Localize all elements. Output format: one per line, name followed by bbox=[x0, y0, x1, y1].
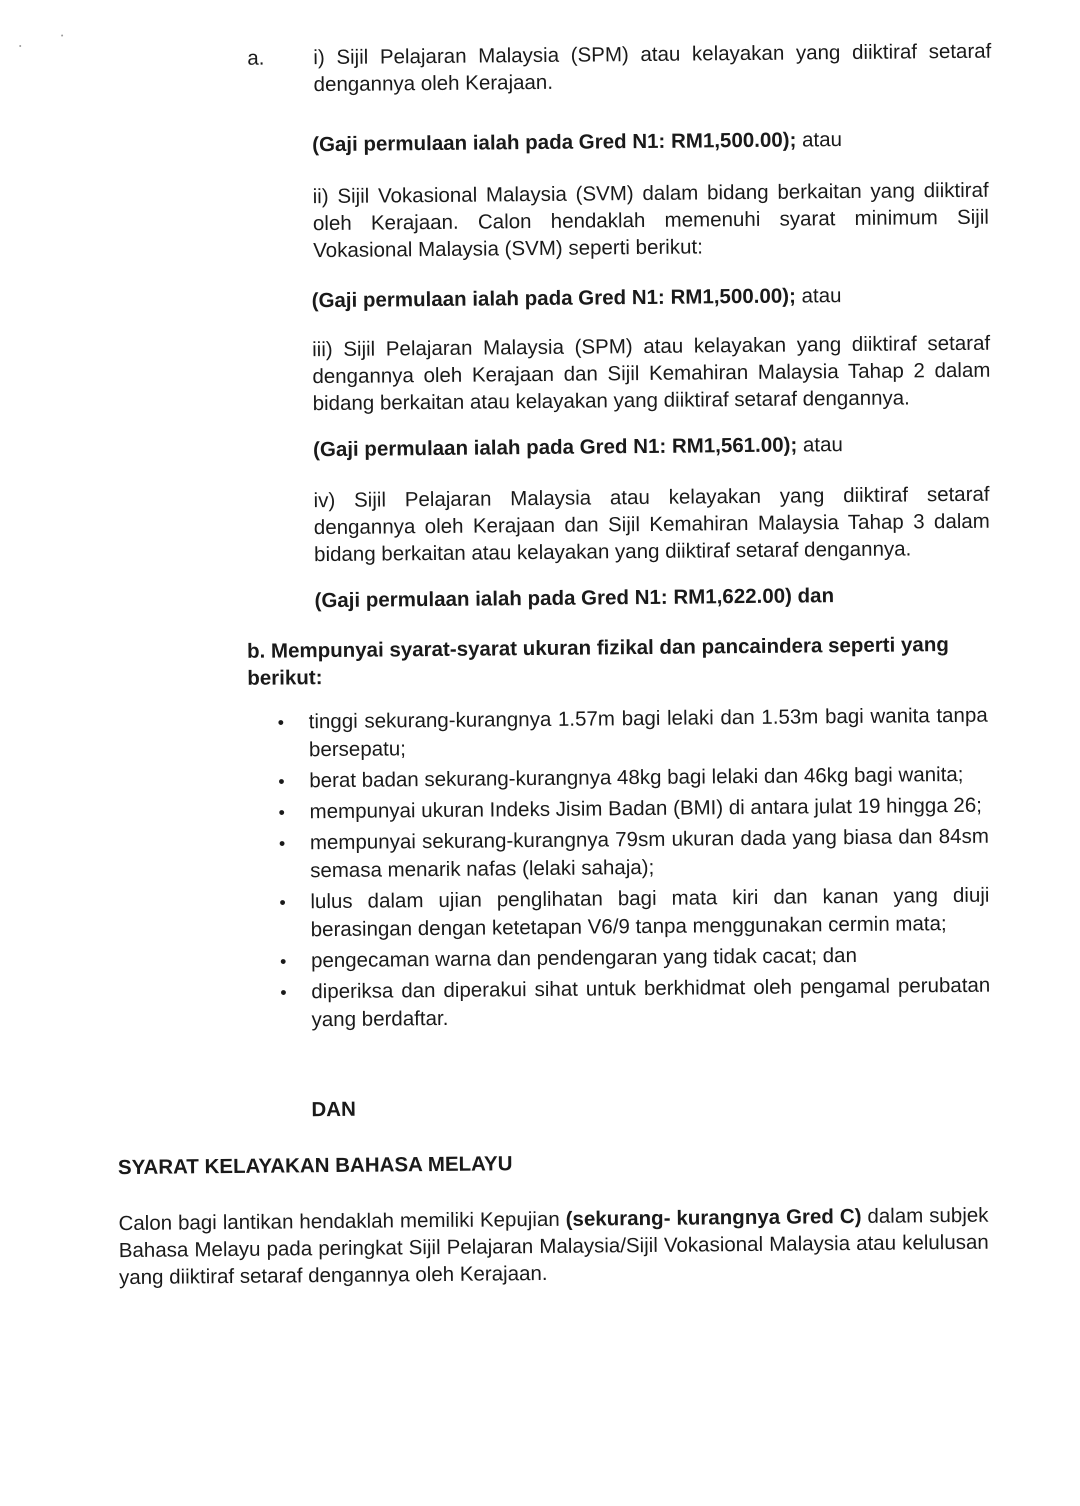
language-text-before: Calon bagi lantikan hendaklah memiliki Kepujian bbox=[118, 1207, 566, 1236]
language-text-after: dalam subjek Bahasa Melayu pada peringkat Sijil Pelajaran Malaysia/Sijil Vokasional Malaysia atau kelulusan yang diiktiraf setaraf dengannya oleh Kerajaan. bbox=[118, 1203, 989, 1290]
salary-iii bbox=[313, 430, 993, 464]
salary-ii bbox=[312, 281, 992, 315]
scan-speck bbox=[19, 45, 21, 47]
list-item bbox=[278, 941, 990, 976]
salary-ii-bold: (Gaji permulaan ialah pada Gred N1: RM1,500.00); bbox=[311, 284, 796, 313]
language-requirement-paragraph bbox=[118, 1202, 989, 1291]
bullet-icon: • bbox=[279, 892, 286, 913]
list-item bbox=[276, 761, 988, 796]
list-item bbox=[277, 823, 990, 886]
list-item-text: diperiksa dan diperakui sihat untuk berkhidmat oleh pengamal perubatan yang berdaftar. bbox=[311, 973, 991, 1032]
bullet-icon: • bbox=[277, 712, 285, 733]
list-item bbox=[276, 702, 989, 765]
bullet-icon: • bbox=[278, 771, 285, 792]
item-i-text: i) Sijil Pelajaran Malaysia (SPM) atau kelayakan yang diiktiraf setaraf dengannya oleh Kerajaan. bbox=[313, 39, 992, 97]
physical-requirements-list bbox=[276, 702, 991, 1038]
salary-iv bbox=[314, 581, 994, 615]
list-item-text: pengecaman warna dan pendengaran yang tidak cacat; dan bbox=[310, 943, 858, 973]
salary-ii-suffix: atau bbox=[795, 284, 842, 308]
salary-iii-bold: (Gaji permulaan ialah pada Gred N1: RM1,561.00); bbox=[312, 433, 798, 462]
bullet-icon: • bbox=[278, 833, 286, 854]
bullet-icon: • bbox=[279, 951, 287, 972]
conjunction-dan: DAN bbox=[311, 1097, 356, 1122]
salary-i-bold: (Gaji permulaan ialah pada Gred N1: RM1,500.00); bbox=[312, 128, 797, 157]
section-a-marker: a. bbox=[247, 46, 265, 70]
item-iv-text: iv) Sijil Pelajaran Malaysia atau kelayakan yang diiktiraf setaraf dengannya oleh Kerajaan dan Sijil Kemahiran Malaysia Tahap 3 dalam bidang berkaitan atau kelayakan yang diiktiraf setaraf dengannya. bbox=[313, 482, 990, 567]
salary-i bbox=[312, 125, 992, 159]
salary-iv-bold: (Gaji permulaan ialah pada Gred N1: RM1,622.00) dan bbox=[314, 584, 835, 613]
list-item bbox=[278, 972, 991, 1035]
bullet-icon: • bbox=[280, 982, 287, 1003]
salary-iii-suffix: atau bbox=[797, 433, 843, 457]
section-b-heading: b. Mempunyai syarat-syarat ukuran fizikal dan pancaindera seperti yang berikut: bbox=[246, 633, 949, 690]
list-item-text: mempunyai ukuran Indeks Jisim Badan (BMI) di antara julat 19 hingga 26; bbox=[309, 793, 982, 824]
salary-i-suffix: atau bbox=[796, 128, 843, 152]
scan-speck bbox=[61, 35, 63, 37]
language-text-bold: (sekurang- kurangnya Gred C) bbox=[565, 1204, 862, 1231]
list-item bbox=[277, 882, 990, 945]
language-section-heading: SYARAT KELAYAKAN BAHASA MELAYU bbox=[117, 1152, 513, 1180]
bullet-icon: • bbox=[278, 802, 285, 823]
list-item bbox=[276, 792, 988, 827]
list-item-text: mempunyai sekurang-kurangnya 79sm ukuran dada yang biasa dan 84sm semasa menarik nafas (lelaki sahaja); bbox=[309, 824, 989, 883]
item-iii-text: iii) Sijil Pelajaran Malaysia (SPM) atau kelayakan yang diiktiraf setaraf dengannya oleh Kerajaan dan Sijil Kemahiran Malaysia Tahap 2 dalam bidang berkaitan atau kelayakan yang diiktiraf setaraf dengannya. bbox=[312, 331, 991, 416]
list-item-text: tinggi sekurang-kurangnya 1.57m bagi lelaki dan 1.53m bagi wanita tanpa bersepatu; bbox=[308, 703, 988, 762]
list-item-text: lulus dalam ujian penglihatan bagi mata kiri dan kanan yang diuji berasingan dengan ketetapan V6/9 tanpa menggunakan cermin mata; bbox=[310, 883, 990, 942]
item-ii-text: ii) Sijil Vokasional Malaysia (SVM) dalam bidang berkaitan yang diiktiraf oleh Kerajaan. Calon hendaklah memenuhi syarat minimum Sijil Vokasional Malaysia (SVM) seperti berikut: bbox=[312, 178, 990, 263]
list-item-text: berat badan sekurang-kurangnya 48kg bagi lelaki dan 46kg bagi wanita; bbox=[309, 762, 964, 793]
